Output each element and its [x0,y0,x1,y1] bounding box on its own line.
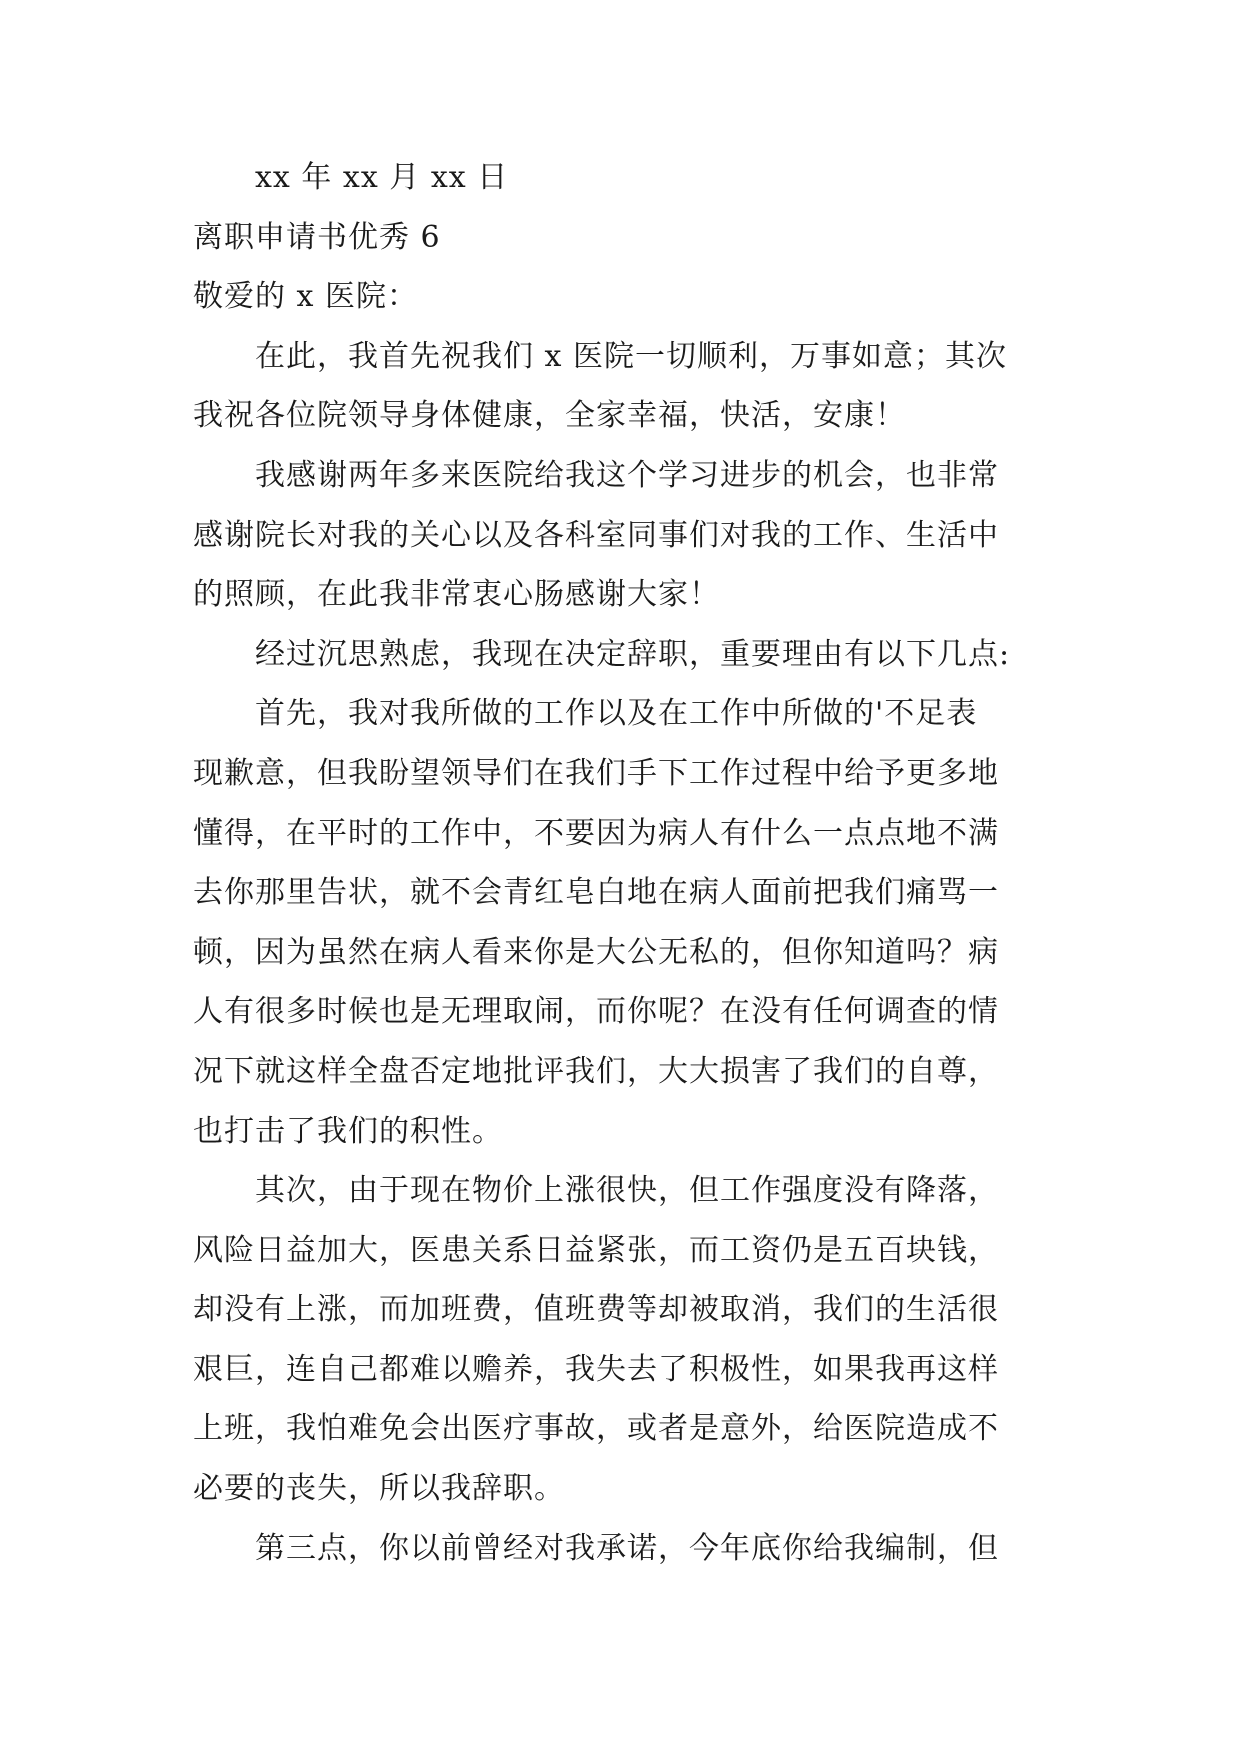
body-line: 却没有上涨，而加班费，值班费等却被取消，我们的生活很 [193,1292,999,1328]
body-line: 必要的丧失，所以我辞职。 [193,1471,565,1507]
body-line: 顿，因为虽然在病人看来你是大公无私的，但你知道吗？病 [193,934,999,970]
body-line: 首先，我对我所做的工作以及在工作中所做的'不足表 [255,696,978,732]
body-line: 懂得，在平时的工作中，不要因为病人有什么一点点地不满 [193,815,999,851]
body-line: 人有很多时候也是无理取闹，而你呢？在没有任何调查的情 [193,994,999,1030]
body-line: 现歉意，但我盼望领导们在我们手下工作过程中给予更多地 [193,755,999,791]
body-line: 上班，我怕难免会出医疗事故，或者是意外，给医院造成不 [193,1411,999,1447]
body-line: 我感谢两年多来医院给我这个学习进步的机会，也非常 [255,457,999,493]
body-line: 的照顾，在此我非常衷心肠感谢大家！ [193,577,720,613]
previous-letter-date: xx 年 xx 月 xx 日 [255,160,509,195]
body-line: 在此，我首先祝我们 x 医院一切顺利，万事如意；其次 [255,338,1007,374]
body-line: 况下就这样全盘否定地批评我们，大大损害了我们的自尊， [193,1053,999,1089]
body-line: 艰巨，连自己都难以赡养，我失去了积极性，如果我再这样 [193,1351,999,1387]
letter-title: 离职申请书优秀 6 [193,219,441,255]
body-line: 去你那里告状，就不会青红皂白地在病人面前把我们痛骂一 [193,875,999,911]
salutation: 敬爱的 x 医院： [193,279,418,315]
body-line: 感谢院长对我的关心以及各科室同事们对我的工作、生活中 [193,517,999,553]
body-line: 我祝各位院领导身体健康，全家幸福，快活，安康！ [193,398,906,434]
letter-body [193,148,1073,1578]
body-line: 第三点，你以前曾经对我承诺，今年底你给我编制，但 [255,1530,999,1566]
body-line: 也打击了我们的积性。 [193,1113,503,1149]
body-line: 风险日益加大，医患关系日益紧张，而工资仍是五百块钱， [193,1232,999,1268]
body-line: 其次，由于现在物价上涨很快，但工作强度没有降落， [255,1173,999,1209]
body-line: 经过沉思熟虑，我现在决定辞职，重要理由有以下几点: [255,636,1011,672]
